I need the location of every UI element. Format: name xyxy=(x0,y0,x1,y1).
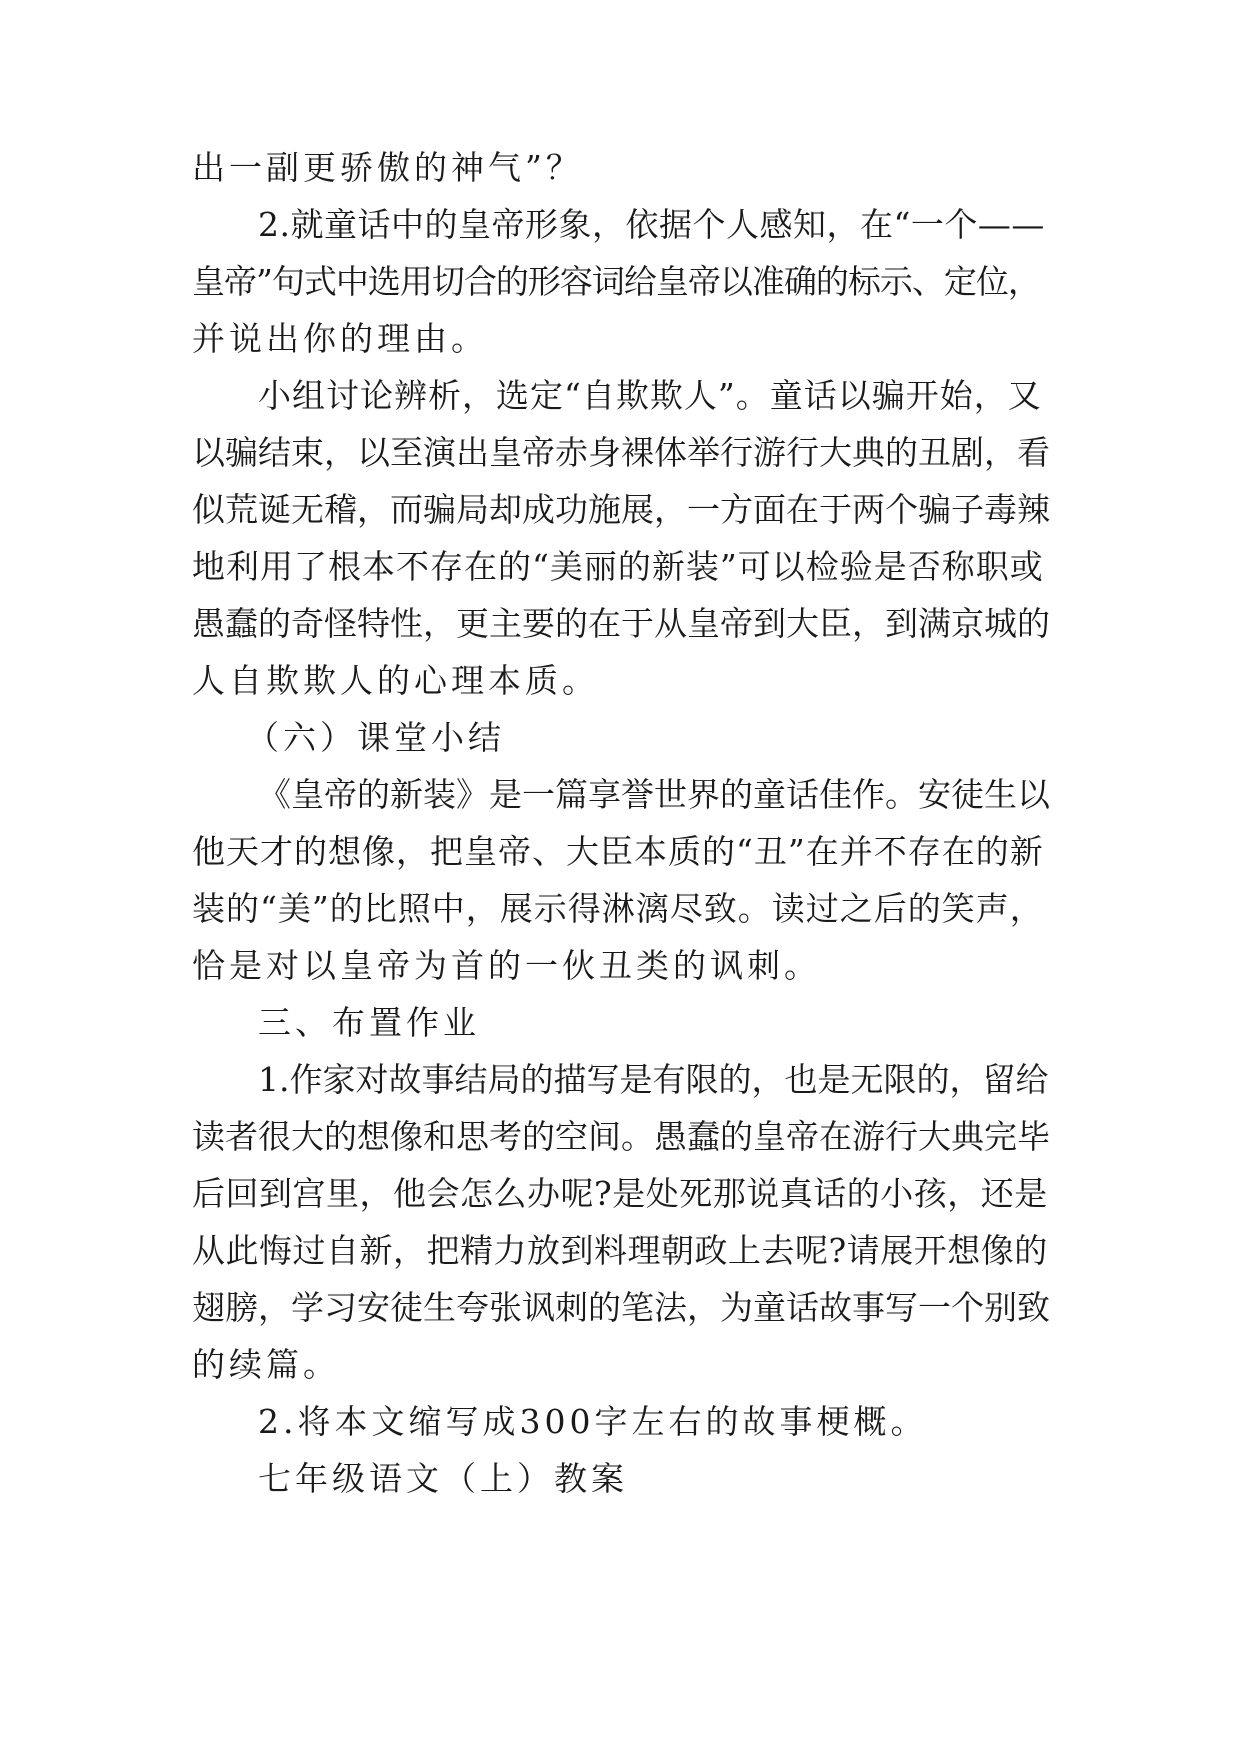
section-heading: （六）课堂小结 xyxy=(246,718,505,757)
text-line: 装的“美”的比照中，展示得淋漓尽致。读过之后的笑声， xyxy=(192,889,1044,928)
text-line: 后回到宫里，他会怎么办呢?是处死那说真话的小孩，还是 xyxy=(192,1174,1048,1213)
text-line: 2.就童话中的皇帝形象，依据个人感知，在“一个—— xyxy=(258,205,1045,244)
text-line: 地利用了根本不存在的“美丽的新装”可以检验是否称职或 xyxy=(192,547,1044,586)
text-line: 的续篇。 xyxy=(192,1345,340,1384)
text-line: 小组讨论辨析，选定“自欺欺人”。童话以骗开始，又 xyxy=(258,376,1042,415)
text-line: 恰是对以皇帝为首的一伙丑类的讽刺。 xyxy=(192,946,821,985)
text-line: 皇帝”句式中选用切合的形容词给皇帝以准确的标示、定位， xyxy=(192,262,1040,301)
text-line: 他天才的想像，把皇帝、大臣本质的“丑”在并不存在的新 xyxy=(192,832,1044,871)
text-line: 从此悔过自新，把精力放到料理朝政上去呢?请展开想像的 xyxy=(192,1231,1048,1270)
text-line: 读者很大的想像和思考的空间。愚蠢的皇帝在游行大典完毕 xyxy=(192,1117,1050,1156)
document-footer-title: 七年级语文（上）教案 xyxy=(258,1459,628,1498)
text-line: 2.将本文缩写成300字左右的故事梗概。 xyxy=(258,1402,928,1441)
text-line: 愚蠢的奇怪特性，更主要的在于从皇帝到大臣，到满京城的 xyxy=(192,604,1050,643)
text-line: 似荒诞无稽，而骗局却成功施展，一方面在于两个骗子毒辣 xyxy=(192,490,1050,529)
text-line: 翅膀，学习安徒生夸张讽刺的笔法，为童话故事写一个别致 xyxy=(192,1288,1050,1327)
text-line: 人自欺欺人的心理本质。 xyxy=(192,661,599,700)
section-heading: 三、布置作业 xyxy=(258,1003,480,1042)
text-line: 出一副更骄傲的神气”？ xyxy=(192,148,583,187)
text-line: 并说出你的理由。 xyxy=(192,319,488,358)
text-line: 以骗结束，以至演出皇帝赤身裸体举行游行大典的丑剧，看 xyxy=(192,433,1050,472)
text-line: 《皇帝的新装》是一篇享誉世界的童话佳作。安徒生以 xyxy=(258,775,1050,814)
text-line: 1.作家对故事结局的描写是有限的，也是无限的，留给 xyxy=(258,1060,1049,1099)
